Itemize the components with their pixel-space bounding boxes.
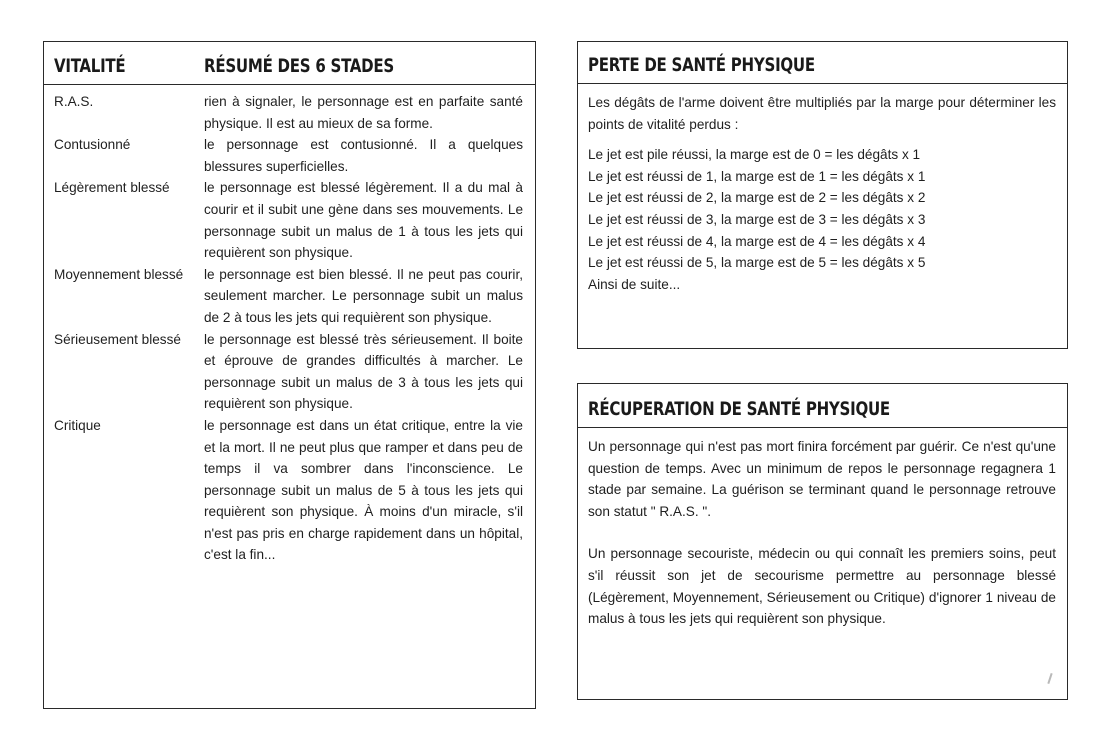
stage-name: Sérieusement blessé <box>54 331 181 347</box>
stage-description: le personnage est blessé très sérieusement. Il boite et éprouve de grandes difficultés à marcher. Le personnage subit un malus de 3 à tous les jets qui requièrent son physique. <box>204 331 523 412</box>
stage-row-legerement-blesse <box>54 177 523 263</box>
perte-sante-intro: Les dégâts de l'arme doivent être multipliés par la marge pour déterminer les points de vitalité perdus : <box>588 95 1056 132</box>
perte-sante-header <box>578 42 1067 84</box>
stage-row-contusionne <box>54 134 523 177</box>
stage-row-ras <box>54 91 523 134</box>
stage-name: Contusionné <box>54 137 131 153</box>
stage-name: Légèrement blessé <box>54 180 170 196</box>
perte-sante-title: PERTE DE SANTÉ PHYSIQUE <box>588 54 815 76</box>
recuperation-paragraph-1: Un personnage qui n'est pas mort finira forcément par guérir. Ce n'est qu'une question de temps. Avec un minimum de repos le personnage regagnera 1 stade par semaine. La guérison se terminant quand le personnage retrouve son statut " R.A.S. ". <box>588 439 1056 519</box>
vitalite-column-header: VITALITÉ <box>54 55 126 77</box>
vitalite-table <box>43 41 536 709</box>
stage-description: rien à signaler, le personnage est en parfaite santé physique. Il est au mieux de sa forme. <box>204 94 523 131</box>
recuperation-sante-title: RÉCUPERATION DE SANTÉ PHYSIQUE <box>588 398 890 420</box>
stage-name: Critique <box>54 417 101 433</box>
vitalite-table-header <box>44 50 535 85</box>
marge-line: Le jet est réussi de 5, la marge est de 5 = les dégâts x 5 <box>588 255 926 271</box>
stages-list <box>54 91 523 566</box>
stage-description: le personnage est bien blessé. Il ne peut pas courir, seulement marcher. Le personnage subit un malus de 2 à tous les jets qui requièrent son physique. <box>204 266 523 325</box>
stage-description: le personnage est dans un état critique, entre la vie et la mort. Il ne peut plus que ramper et dans peu de temps il va sombrer dans l'inconscience. Le personnage subit un malus de 5 à tous les jets qui requièrent son physique. À moins d'un miracle, s'il n'est pas pris en charge rapidement dans un hôpital, c'est la fin... <box>204 417 523 563</box>
marge-line: Le jet est pile réussi, la marge est de 0 = les dégâts x 1 <box>588 147 921 163</box>
marge-line: Le jet est réussi de 1, la marge est de 1 = les dégâts x 1 <box>588 168 926 184</box>
recuperation-sante-body <box>578 428 1067 630</box>
recuperation-sante-header <box>578 384 1067 428</box>
marge-list <box>588 144 1056 295</box>
marge-line: Le jet est réussi de 4, la marge est de 4 = les dégâts x 4 <box>588 233 926 249</box>
perte-sante-box <box>577 41 1068 349</box>
marge-line: Le jet est réussi de 2, la marge est de 2 = les dégâts x 2 <box>588 190 926 206</box>
stage-row-serieusement-blesse <box>54 329 523 415</box>
recuperation-paragraph-2: Un personnage secouriste, médecin ou qui connaît les premiers soins, peut s'il réussit son jet de secourisme permettre au personnage blessé (Légèrement, Moyennement, Sérieusement ou Critique) d'ignorer 1 niveau de malus à tous les jets qui requièrent son physique. <box>588 546 1056 627</box>
recuperation-sante-box <box>577 383 1068 700</box>
resume-column-header: RÉSUMÉ DES 6 STADES <box>204 55 394 77</box>
perte-sante-body <box>578 84 1067 295</box>
marge-line: Le jet est réussi de 3, la marge est de 3 = les dégâts x 3 <box>588 211 926 227</box>
stage-description: le personnage est contusionné. Il a quelques blessures superficielles. <box>204 137 523 174</box>
stage-description: le personnage est blessé légèrement. Il a du mal à courir et il subit une gène dans ses mouvements. Le personnage subit un malus de 1 à tous les jets qui requièrent son physique. <box>204 180 523 261</box>
stage-row-moyennement-blesse <box>54 264 523 329</box>
stage-name: R.A.S. <box>54 94 94 109</box>
stage-row-critique <box>54 415 523 566</box>
stage-name: Moyennement blessé <box>54 266 184 282</box>
ainsi-de-suite-line: Ainsi de suite... <box>588 276 681 292</box>
